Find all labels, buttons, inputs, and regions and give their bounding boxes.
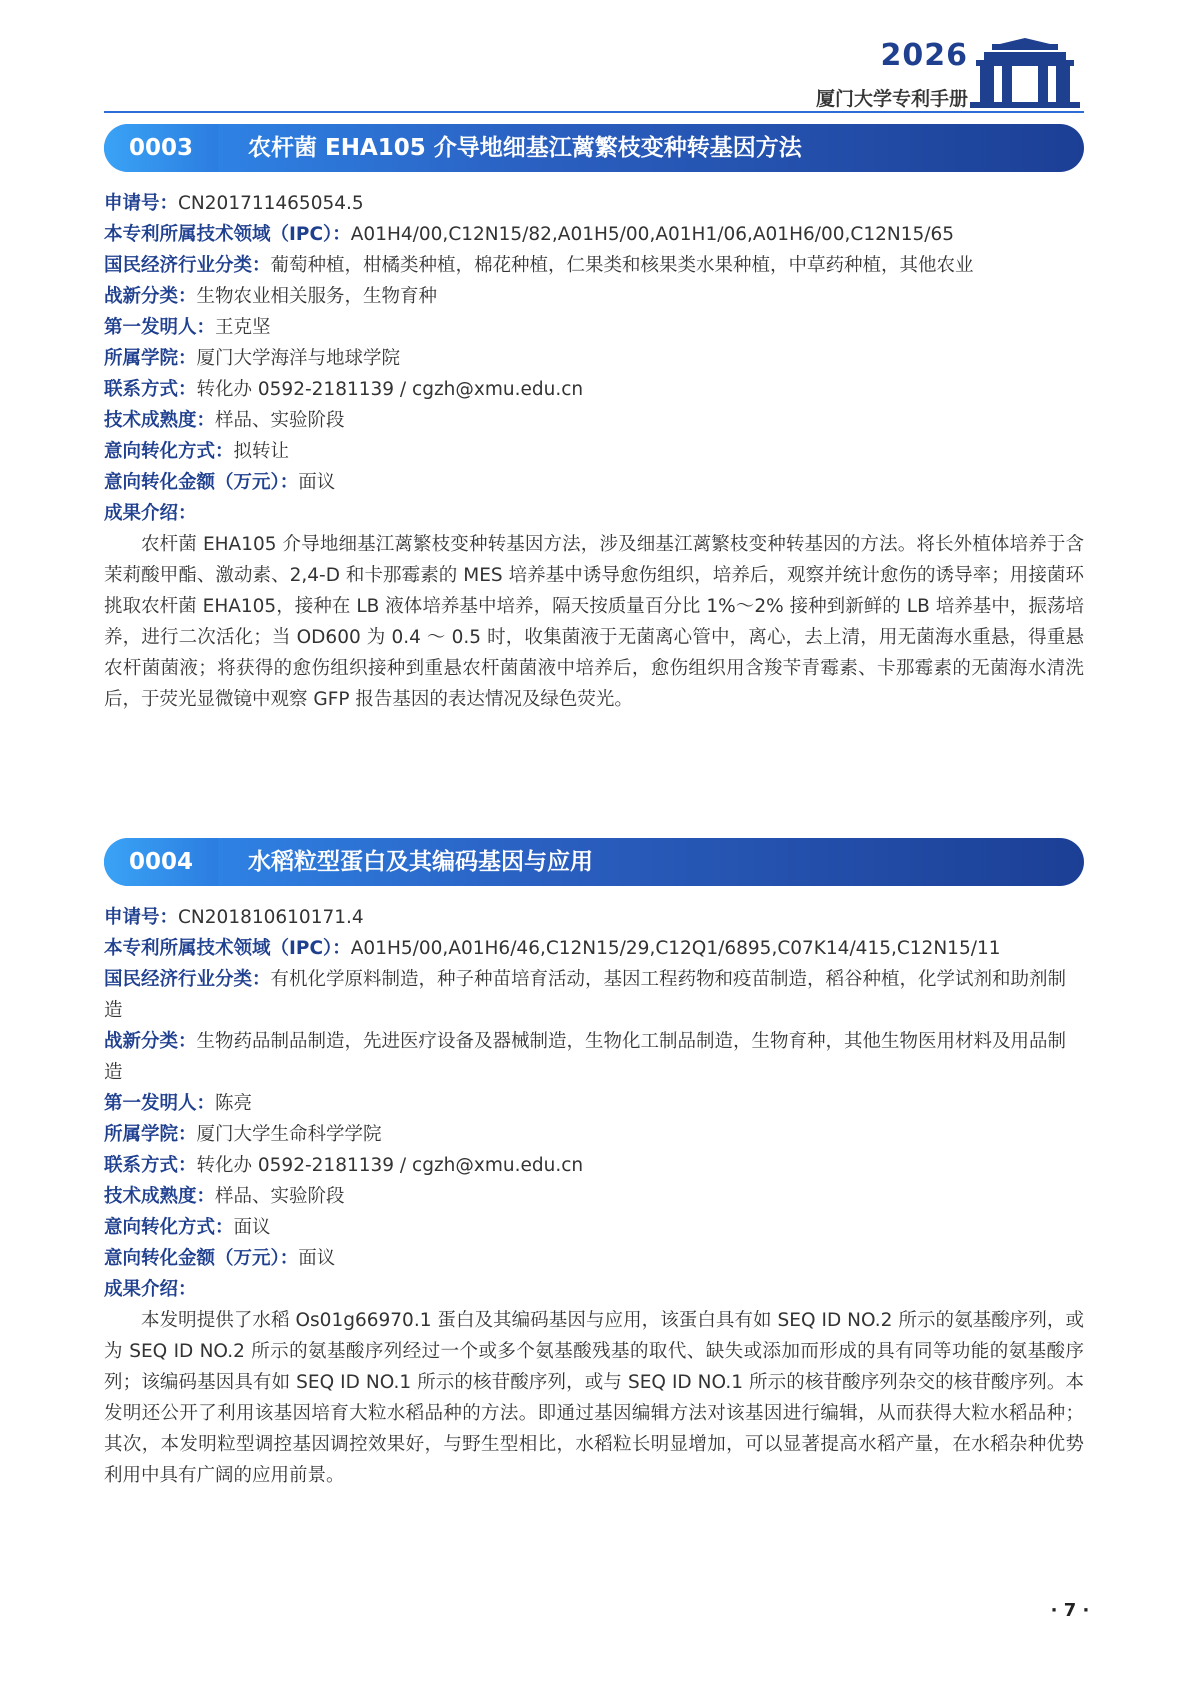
field-label: 战新分类： [104,286,197,307]
field-label: 本专利所属技术领域（IPC）： [104,224,351,245]
ipc-row [104,933,1084,964]
strategic-classification: 生物农业相关服务，生物育种 [196,286,438,307]
page-header [0,0,1186,120]
ipc-row [104,219,1084,250]
field-label: 国民经济行业分类： [104,255,271,276]
intro-heading: 成果介绍： [104,503,197,524]
field-label: 技术成熟度： [104,410,216,431]
application-number: CN201810610171.4 [178,907,364,928]
transfer-amount-row [104,467,1084,498]
application-number-row [104,902,1084,933]
college-name: 厦门大学海洋与地球学院 [196,348,401,369]
ipc-codes: A01H5/00,A01H6/46,C12N15/29,C12Q1/6895,C07K14/415,C12N15/11 [350,938,1001,959]
patent-details [104,188,1084,715]
field-label: 意向转化金额（万元）： [104,1248,299,1269]
inventor-row [104,312,1084,343]
patent-number: 0003 [104,124,218,172]
college-name: 厦门大学生命科学学院 [196,1124,382,1145]
intro-heading: 成果介绍： [104,1279,197,1300]
patent-details [104,902,1084,1491]
intro-heading-row [104,498,1084,529]
transfer-mode: 面议 [233,1217,271,1238]
contact-row [104,1150,1084,1181]
patent-title-bar [104,124,1084,172]
field-label: 申请号： [104,907,179,928]
patent-number: 0004 [104,838,218,886]
maturity-row [104,1181,1084,1212]
field-label: 所属学院： [104,348,197,369]
technology-maturity: 样品、实验阶段 [215,410,345,431]
contact-info: 转化办 0592-2181139 / cgzh@xmu.edu.cn [196,1155,584,1176]
first-inventor: 王克坚 [215,317,271,338]
industry-row [104,250,1084,281]
header-divider [104,111,1084,113]
field-label: 战新分类： [104,1031,197,1052]
field-label: 本专利所属技术领域（IPC）： [104,938,351,959]
inventor-row [104,1088,1084,1119]
application-number: CN201711465054.5 [178,193,364,214]
patent-title: 水稻粒型蛋白及其编码基因与应用 [248,849,593,875]
page-number: · 7 · [1050,1600,1090,1621]
field-label: 所属学院： [104,1124,197,1145]
field-label: 国民经济行业分类： [104,969,271,990]
field-label: 联系方式： [104,379,197,400]
intro-heading-row [104,1274,1084,1305]
contact-row [104,374,1084,405]
college-row [104,343,1084,374]
transfer-mode: 拟转让 [233,441,290,462]
field-label: 意向转化金额（万元）： [104,472,299,493]
handbook-year: 2026 [880,38,968,73]
transfer-amount-row [104,1243,1084,1274]
patent-title: 农杆菌 EHA105 介导地细基江蓠繁枝变种转基因方法 [248,135,802,161]
maturity-row [104,405,1084,436]
field-label: 第一发明人： [104,1093,216,1114]
college-row [104,1119,1084,1150]
field-label: 申请号： [104,193,179,214]
industry-classification: 葡萄种植，柑橘类种植，棉花种植，仁果类和核果类水果种植，中草药种植，其他农业 [270,255,974,276]
first-inventor: 陈亮 [215,1093,253,1114]
patent-description: 本发明提供了水稻 Os01g66970.1 蛋白及其编码基因与应用，该蛋白具有如 SEQ ID NO.2 所示的氨基酸序列，或为 SEQ ID NO.2 所示的氨基酸序列经过一个或多个氨基酸残基的取代、缺失或添加而形成的具有同等功能的氨基酸序列；该编码基因具有如 SEQ ID NO.1 所示的核苷酸序列，或与 SEQ ID NO.1 所示的核苷酸序列杂交的核苷酸序列。本发明还公开了利用该基因培育大粒水稻品种的方法。即通过基因编辑方法对该基因进行编辑，从而获得大粒水稻品种；其次，本发明粒型调控基因调控效果好，与野生型相比，水稻粒长明显增加，可以显著提高水稻产量，在水稻杂种优势利用中具有广阔的应用前景。 [104,1310,1084,1486]
field-label: 意向转化方式： [104,1217,234,1238]
transfer-mode-row [104,436,1084,467]
patent-title-bar [104,838,1084,886]
industry-classification: 有机化学原料制造，种子种苗培育活动，基因工程药物和疫苗制造，稻谷种植，化学试剂和助剂制造 [104,969,1067,1021]
application-number-row [104,188,1084,219]
technology-maturity: 样品、实验阶段 [215,1186,345,1207]
strategic-classification: 生物药品制品制造，先进医疗设备及器械制造，生物化工制品制造，生物育种，其他生物医用材料及用品制造 [104,1031,1067,1083]
transfer-amount: 面议 [298,1248,336,1269]
field-label: 联系方式： [104,1155,197,1176]
ipc-codes: A01H4/00,C12N15/82,A01H5/00,A01H1/06,A01H6/00,C12N15/65 [350,224,955,245]
university-gate-icon [970,38,1080,110]
strategic-row [104,281,1084,312]
field-label: 技术成熟度： [104,1186,216,1207]
transfer-amount: 面议 [298,472,336,493]
handbook-title: 厦门大学专利手册 [815,88,968,110]
industry-row [104,964,1084,1026]
patent-description: 农杆菌 EHA105 介导地细基江蓠繁枝变种转基因方法，涉及细基江蓠繁枝变种转基因的方法。将长外植体培养于含茉莉酸甲酯、激动素、2,4-D 和卡那霉素的 MES 培养基中诱导愈伤组织，培养后，观察并统计愈伤的诱导率；用接菌环挑取农杆菌 EHA105，接种在 LB 液体培养基中培养，隔天按质量百分比 1%～2% 接种到新鲜的 LB 培养基中，振荡培养，进行二次活化；当 OD600 为 0.4 ～ 0.5 时，收集菌液于无菌离心管中，离心，去上清，用无菌海水重悬，得重悬农杆菌菌液；将获得的愈伤组织接种到重悬农杆菌菌液中培养后，愈伤组织用含羧苄青霉素、卡那霉素的无菌海水清洗后，于荧光显微镜中观察 GFP 报告基因的表达情况及绿色荧光。 [104,534,1084,710]
field-label: 第一发明人： [104,317,216,338]
field-label: 意向转化方式： [104,441,234,462]
transfer-mode-row [104,1212,1084,1243]
strategic-row [104,1026,1084,1088]
contact-info: 转化办 0592-2181139 / cgzh@xmu.edu.cn [196,379,584,400]
